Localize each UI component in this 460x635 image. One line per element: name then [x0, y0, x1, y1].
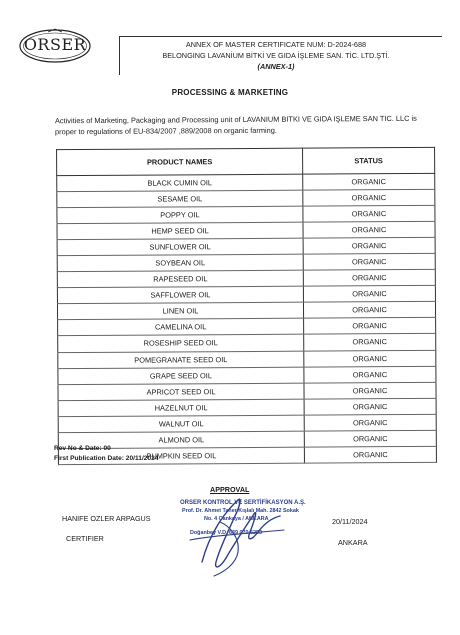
product-name-cell: POMEGRANATE SEED OIL: [58, 351, 304, 369]
signer-name: HANIFE OZLER ARPAGUS: [62, 514, 151, 523]
intro-paragraph: Activities of Marketing, Packaging and Processing unit of LAVANIUM BITKI VE GIDA IŞLEME SAN TIC. LLC is proper to regulations of EU-834/2007 ,889/2008 on organic farming.: [54, 113, 417, 137]
header-certificate-number: ANNEX OF MASTER CERTIFICATE NUM: D-2024-688: [185, 40, 367, 49]
status-cell: ORGANIC: [304, 446, 436, 463]
product-name-cell: POPPY OIL: [57, 206, 303, 224]
header-product-names: PRODUCT NAMES: [57, 148, 303, 176]
status-cell: ORGANIC: [304, 382, 436, 399]
product-name-cell: BLACK CUMIN OIL: [57, 174, 303, 192]
approval-date: 20/11/2024: [332, 517, 368, 526]
stamp-line-3: No. 4 Çankaya / ANKARA: [204, 516, 269, 522]
products-table: [56, 147, 437, 465]
status-cell: ORGANIC: [303, 254, 435, 271]
product-name-cell: ROSESHIP SEED OIL: [58, 335, 304, 353]
status-cell: ORGANIC: [303, 286, 435, 303]
table-header-row: [57, 147, 435, 175]
status-cell: ORGANIC: [303, 221, 435, 238]
status-cell: ORGANIC: [304, 366, 436, 383]
product-name-cell: ALMOND OIL: [58, 431, 304, 449]
stamp-line-2: Prof. Dr. Ahmet Taner Kışlalı Mah. 2842 Sokak: [182, 508, 299, 514]
revision-number: Rev No & Date: 00: [54, 445, 111, 452]
orser-logo: [18, 28, 92, 64]
stamp-line-1: ORSER KONTROL VE SERTİFİKASYON A.Ş.: [180, 500, 306, 506]
status-cell: ORGANIC: [304, 334, 436, 351]
stamp-line-4: Doğanbey V.D. 639 070 6253: [190, 530, 263, 536]
status-cell: ORGANIC: [304, 414, 436, 431]
status-cell: ORGANIC: [304, 398, 436, 415]
approval-city: ANKARA: [338, 538, 368, 547]
header-status: STATUS: [303, 147, 435, 174]
signer-role: CERTIFIER: [66, 534, 104, 543]
product-name-cell: CAMELINA OIL: [58, 319, 304, 337]
product-name-cell: WALNUT OIL: [58, 415, 304, 433]
product-name-cell: APRICOT SEED OIL: [58, 383, 304, 401]
status-cell: ORGANIC: [303, 173, 435, 190]
revision-info: [54, 444, 158, 464]
status-cell: ORGANIC: [304, 430, 436, 447]
product-name-cell: HEMP SEED OIL: [57, 222, 303, 240]
status-cell: ORGANIC: [303, 302, 435, 319]
logo-text: ORSER: [23, 35, 87, 54]
status-cell: ORGANIC: [304, 318, 436, 335]
status-cell: ORGANIC: [303, 189, 435, 206]
product-name-cell: HAZELNUT OIL: [58, 399, 304, 417]
first-publication-date: First Publication Date: 20/11/2024: [54, 455, 159, 462]
product-name-cell: RAPESEED OIL: [57, 270, 303, 288]
product-name-cell: SUNFLOWER OIL: [57, 238, 303, 256]
status-cell: ORGANIC: [303, 270, 435, 287]
header-annex-label: (ANNEX-1): [257, 62, 295, 71]
product-name-cell: SOYBEAN OIL: [57, 254, 303, 272]
status-cell: ORGANIC: [303, 238, 435, 255]
product-name-cell: GRAPE SEED OIL: [58, 367, 304, 385]
product-name-cell: SESAME OIL: [57, 190, 303, 208]
status-cell: ORGANIC: [303, 205, 435, 222]
product-name-cell: PUMPKIN SEED OIL: [58, 447, 304, 465]
approval-title: APPROVAL: [210, 485, 250, 494]
product-name-cell: SAFFLOWER OIL: [57, 286, 303, 304]
signature-icon: [180, 492, 290, 582]
header-company-name: BELONGING LAVANİUM BİTKİ VE GIDA İŞLEME SAN. TİC. LTD.ŞTİ.: [162, 51, 390, 60]
section-title: PROCESSING & MARKETING: [171, 88, 289, 97]
certificate-header: [119, 36, 442, 75]
status-cell: ORGANIC: [304, 350, 436, 367]
product-name-cell: LINEN OIL: [57, 303, 303, 321]
